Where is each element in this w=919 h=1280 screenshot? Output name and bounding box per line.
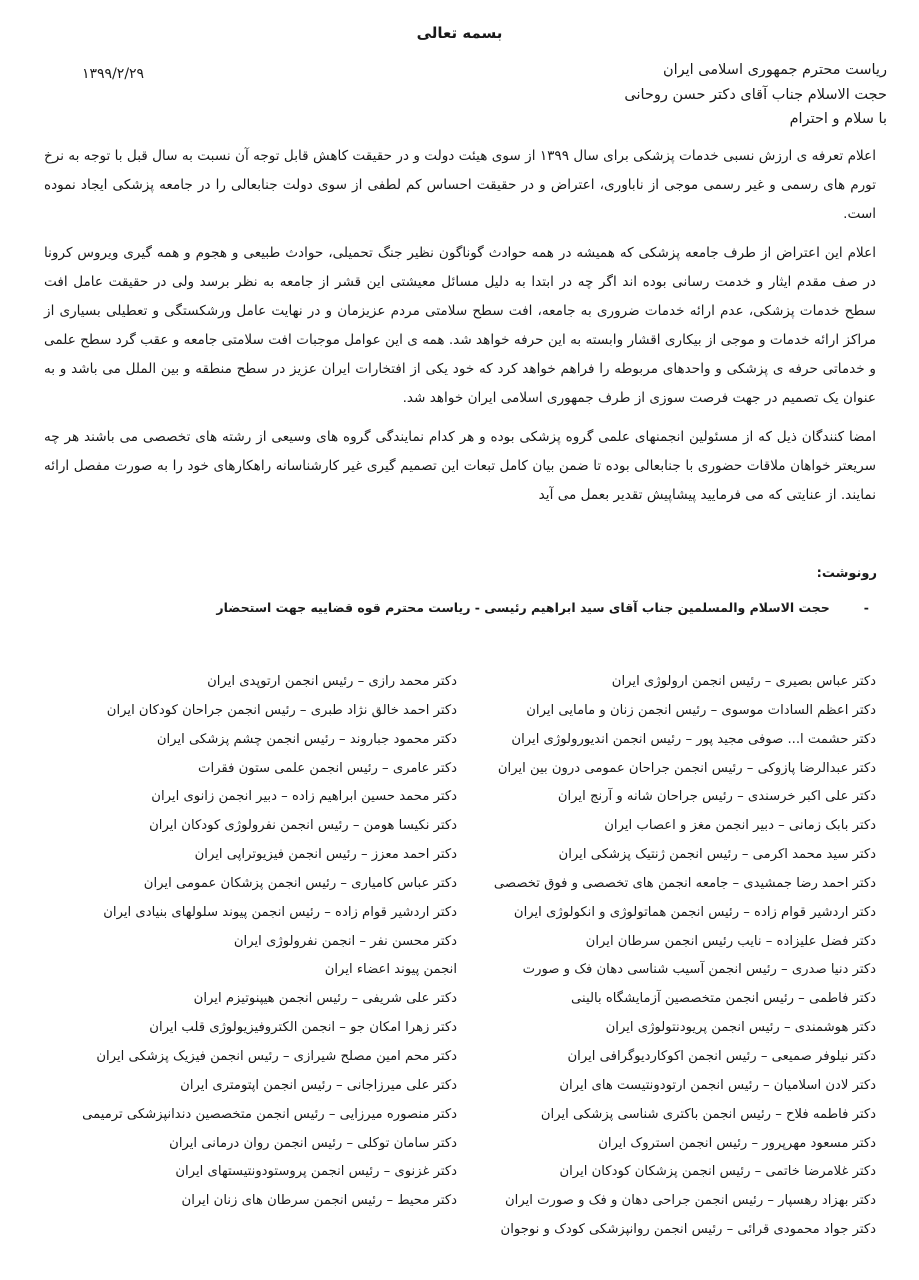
signatory-line: دکتر علی میرزاجانی – رئیس انجمن اپتومتری ایران [180,1077,457,1093]
signatory-line: دکتر عبدالرضا پازوکی – رئیس انجمن جراحان عمومی درون بین ایران [497,760,876,776]
signatory-line: دکتر محمد رازی – رئیس انجمن ارتوپدی ایران [207,674,457,689]
body-paragraph: اعلام تعرفه ی ارزش نسبی خدمات پزشکی برای سال ۱۳۹۹ از سوی هیئت دولت و در حقیقت کاهش قابل توجه آن نسبت به سال قبل با توجه به نرخ تورم های رسمی و غیر رسمی موجی از ناباوری، اعتراض و در حقیقت احساس کم لطفی از سوی دولت جنابعالی را در جامعه پزشکی ایجاد نموده است. [44,148,876,222]
signatory-line: دکتر علی شریفی – رئیس انجمن هیپنوتیزم ایران [193,991,457,1007]
signatory-line: دکتر فاطمه فلاح – رئیس انجمن باکتری شناسی پزشکی ایران [540,1106,876,1122]
signatory-line: دکتر حشمت ا... صوفی مجید پور – رئیس انجمن اندیورولوژی ایران [511,731,876,747]
cc-item [216,600,869,615]
signatory-line: دکتر محسن نفر – انجمن نفرولوژی ایران [233,933,457,949]
letter-date: ۱۳۹۹/۲/۲۹ [82,66,145,82]
body-paragraph: امضا کنندگان ذیل که از مسئولین انجمنهای علمی گروه پزشکی بوده و هر کدام نمایندگی گروه های وسیعی از رشته های تخصصی می باشند هر چه سریعتر خواهان ملاقات حضوری با جنابعالی بوده تا ضمن بیان کامل تبعات این تصمیم گیری غیر کارشناسانه راهکارهای خود را به صورت مفصل ارائه نمایند. از عنایتی که می فرمایید پیشاپیش تقدیر بعمل می آید [44,429,876,503]
signatory-line: دکتر غلامرضا خاتمی – رئیس انجمن پزشکان کودکان ایران [559,1164,876,1180]
signatory-line: دکتر احمد خالق نژاد طبری – رئیس انجمن جراحان کودکان ایران [106,702,457,718]
addressee-block [347,58,887,132]
signatory-line: دکتر فضل علیزاده – نایب رئیس انجمن سرطان ایران [585,933,876,949]
signatory-line: دکتر دنیا صدری – رئیس انجمن آسیب شناسی دهان فک و صورت [522,962,876,978]
signatory-line: دکتر مسعود مهرپرور – رئیس انجمن استروک ایران [598,1135,876,1151]
addressee-line: ریاست محترم جمهوری اسلامی ایران [662,62,887,78]
cc-item-text: حجت الاسلام والمسلمین جناب آقای سید ابراهیم رئیسی - ریاست محترم قوه قضاییه جهت استحضار [216,600,830,615]
signatory-line: دکتر احمد معزز – رئیس انجمن فیزیوتراپی ایران [194,847,457,863]
signatory-line: دکتر هوشمندی – رئیس انجمن پریودنتولوژی ایران [605,1020,876,1036]
signatory-line: دکتر فاطمی – رئیس انجمن متخصصین آزمایشگاه بالینی [571,991,876,1007]
letter-heading: بسمه تعالی [416,24,503,42]
signatory-line: دکتر احمد رضا جمشیدی – جامعه انجمن های تخصصی و فوق تخصصی [493,875,876,891]
greeting-line: با سلام و احترام [789,111,887,127]
signatory-line: دکتر غزنوی – رئیس انجمن پروستودونتیستهای ایران [175,1164,457,1180]
body-paragraph: اعلام این اعتراض از طرف جامعه پزشکی که همیشه در همه حوادث گوناگون نظیر جنگ تحمیلی، حوادث طبیعی و هجوم و همه گیری ویروس کرونا در صف مقدم ایثار و خدمت رسانی بوده اند اگر چه در ابتدا به دلیل مسائل معیشتی این قشر از جامعه به نظر برسد ولی در حقیقت عامل افت سطح خدمات پزشکی، عدم ارائه خدمات ضروری به جامعه، افت سطح سلامتی مردم عزیزمان و در نهایت عامل ورشکستگی و تعطیلی بسیاری از مراکز ارائه خدمات و موجی از بیکاری اقشار وابسته به این حرفه خواهد شد. همه ی این عوامل موجبات افت سلامتی جامعه و عقب گرد سطح علمی و خدماتی حرفه ی پزشکی و واحدهای مربوطه را فراهم خواهد کرد که خود یکی از افتخارات ایران عزیز در سطح منطقه و بین الملل می باشد و به عنوان یک تصمیم در جهت فرصت سوزی از طرف جمهوری اسلامی ایران خواهد شد. [44,245,876,406]
signatory-line: دکتر اعظم السادات موسوی – رئیس انجمن زنان و مامایی ایران [526,702,876,718]
cc-bullet: - [863,600,869,615]
signatory-line: دکتر محمود جباروند – رئیس انجمن چشم پزشکی ایران [156,731,457,747]
signatories-left-column [37,668,457,1216]
signatory-line: دکتر محمد حسین ابراهیم زاده – دبیر انجمن زانوی ایران [151,789,457,805]
signatory-line: دکتر سید محمد اکرمی – رئیس انجمن ژنتیک پزشکی ایران [558,847,876,863]
signatory-line: دکتر نیلوفر صمیعی – رئیس انجمن اکوکاردیوگرافی ایران [567,1048,876,1064]
cc-label: رونوشت: [816,566,877,581]
signatory-line: دکتر لادن اسلامیان – رئیس انجمن ارتودونتیست های ایران [559,1077,876,1093]
signatory-line: دکتر عامری – رئیس انجمن علمی ستون فقرات [198,760,457,776]
signatory-line: دکتر محم امین مصلح شیرازی – رئیس انجمن فیزیک پزشکی ایران [96,1048,457,1064]
signatory-line: دکتر جواد محمودی قرائی – رئیس انجمن روانپزشکی کودک و نوجوان [500,1222,876,1238]
signatory-line: دکتر بهزاد رهسپار – رئیس انجمن جراحی دهان و فک و صورت ایران [504,1193,876,1209]
addressee-line: حجت الاسلام جناب آقای دکتر حسن روحانی [624,86,887,103]
signatory-line: انجمن پیوند اعضاء ایران [324,962,457,978]
signatory-line: دکتر علی اکبر خرسندی – رئیس جراحان شانه و آرنج ایران [557,789,876,805]
signatory-line: دکتر عباس بصیری – رئیس انجمن ارولوژی ایران [611,674,876,689]
signatory-line: دکتر سامان توکلی – رئیس انجمن روان درمانی ایران [169,1135,457,1151]
signatory-line: دکتر بابک زمانی – دبیر انجمن مغز و اعصاب ایران [604,818,876,834]
signatory-line: دکتر محیط – رئیس انجمن سرطان های زنان ایران [181,1193,457,1209]
signatory-line: دکتر اردشیر قوام زاده – رئیس انجمن هماتولوژی و انکولوژی ایران [513,904,876,920]
signatory-line: دکتر نکیسا هومن – رئیس انجمن نفرولوژی کودکان ایران [149,818,457,834]
signatory-line: دکتر زهرا امکان جو – انجمن الکتروفیزیولوژی قلب ایران [149,1020,457,1036]
signatory-line: دکتر اردشیر قوام زاده – رئیس انجمن پیوند سلولهای بنیادی ایران [103,904,457,920]
signatory-line: دکتر منصوره میرزایی – رئیس انجمن متخصصین دندانپزشکی ترمیمی [82,1106,457,1122]
signatory-line: دکتر عباس کامیاری – رئیس انجمن پزشکان عمومی ایران [143,875,457,891]
signatories-right-column [456,668,876,1245]
